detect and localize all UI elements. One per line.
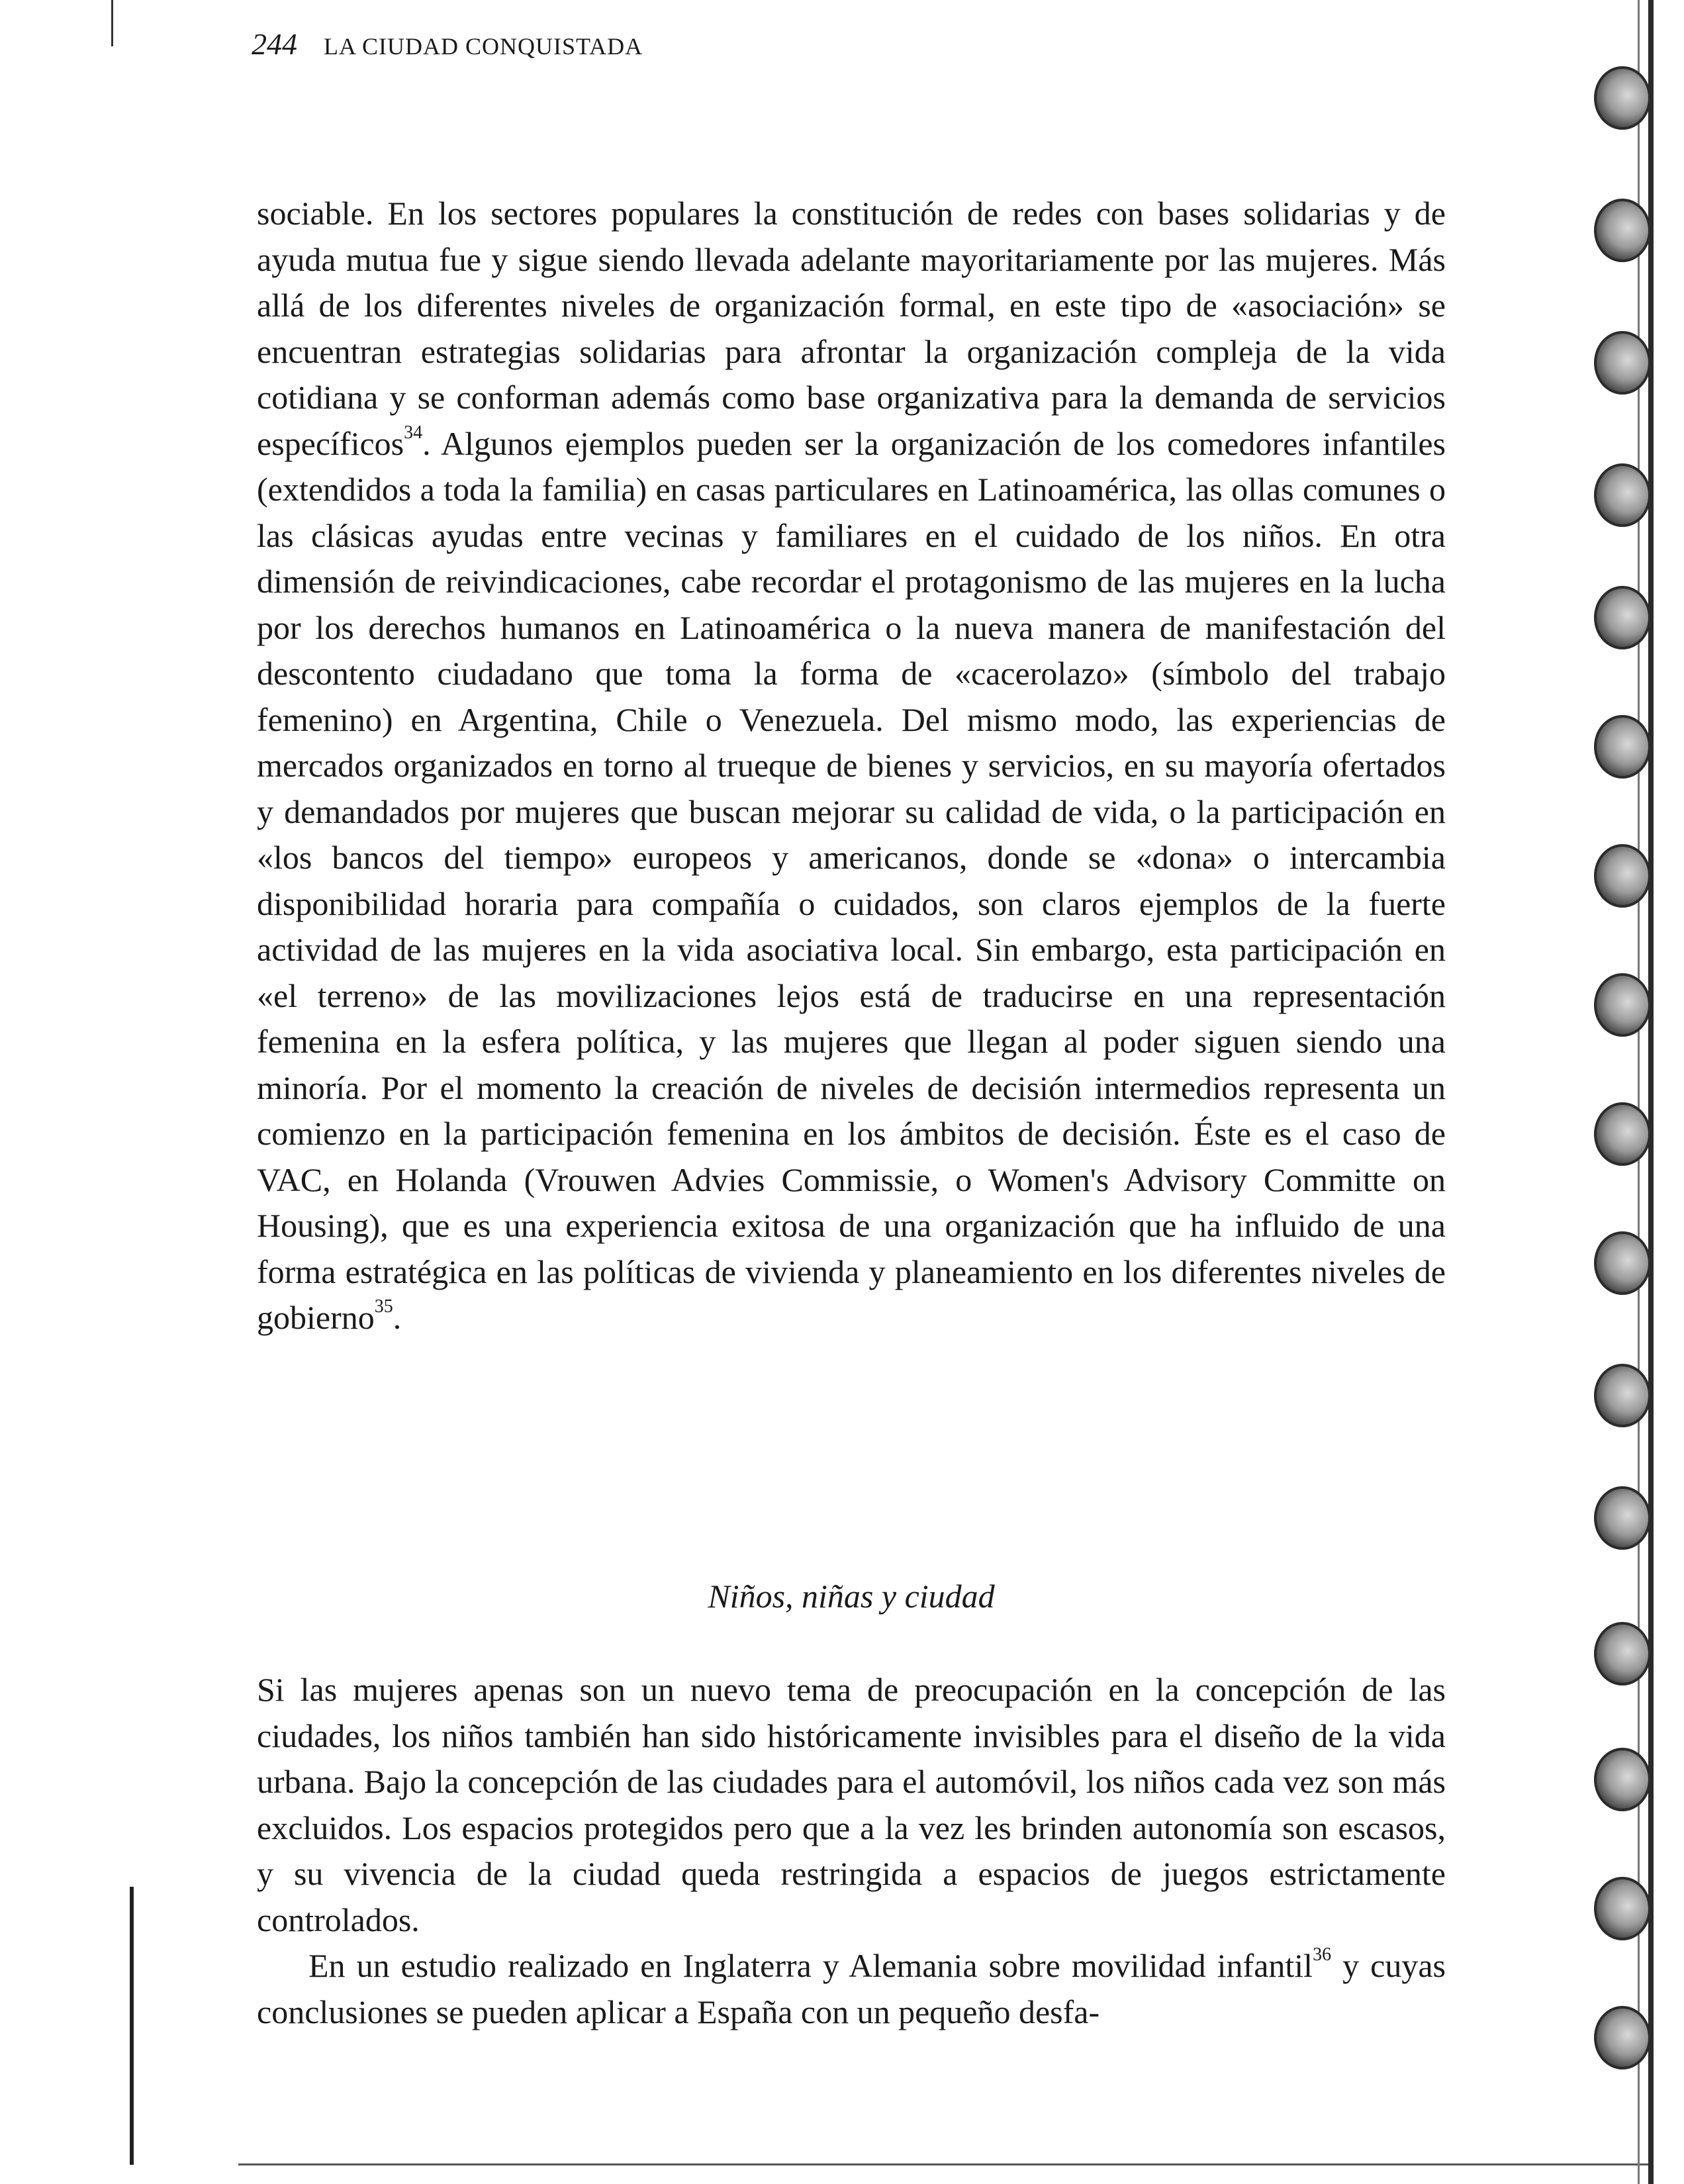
scan-edge-mark [111, 0, 113, 46]
binder-ring-icon [1594, 586, 1651, 649]
scan-bottom-edge [238, 2163, 1648, 2165]
running-head [252, 26, 643, 66]
text-block-bottom [257, 1667, 1446, 2035]
paragraph: Si las mujeres apenas son un nuevo tema de preocupación en la concepción de las ciudades, los niños también han sido históricamente invisibles para el diseño de la vida urbana. Bajo la concepción de las ciudades para el automóvil, los niños cada vez son más excluidos. Los espacios protegidos pero que a la vez les brinden autonomía son escasos, y su vivencia de la ciudad queda restringida a espacios de juegos estrictamente controlados. [257, 1671, 1446, 1938]
scan-edge-mark [130, 1887, 134, 2165]
running-title: LA CIUDAD CONQUISTADA [324, 33, 643, 60]
binding-edge [1638, 0, 1640, 2184]
section-heading: Niños, niñas y ciudad [708, 1578, 995, 1615]
page-number: 244 [252, 27, 297, 61]
binder-ring-icon [1594, 1877, 1651, 1940]
binder-ring-icon [1594, 2006, 1651, 2069]
text-block-top [257, 191, 1446, 1341]
paragraph-text: En un estudio realizado en Inglaterra y Alemania sobre movilidad infantil [308, 1947, 1313, 1984]
paragraph-text: . Algunos ejemplos pueden ser la organización de los comedores infantiles (extendidos a toda la familia) en casas particulares en Latinoamérica, las ollas comunes o las clásicas ayudas entre vecinas y familiares en el cuidado de los niños. En otra dimensión de reivindicaciones, cabe recordar el protagonismo de las mujeres en la lucha por los derechos humanos en Latinoamérica o la nueva manera de manifestación del descontento ciudadano que toma la forma de «cacerolazo» (símbolo del trabajo femenino) en Argentina, Chile o Venezuela. Del mismo modo, las experiencias de mercados organizados en torno al trueque de bienes y servicios, en su mayoría ofertados y demandados por mujeres que buscan mejorar su calidad de vida, o la participación en «los bancos del tiempo» europeos y americanos, donde se «dona» o intercambia disponibilidad horaria para compañía o cuidados, son claros ejemplos de la fuerte actividad de las mujeres en la vida asociativa local. Sin embargo, esta participación en «el terreno» de las movilizaciones lejos está de traducirse en una representación femenina en la esfera política, y las mujeres que llegan al poder siguen siendo una minoría. Por el momento la creación de niveles de decisión intermedios representa un comienzo en la participación femenina en los ámbitos de decisión. Éste es el caso de VAC, en Holanda (Vrouwen Advies Commissie, o Women's Advisory Committe on Housing), que es una experiencia exitosa de una organización que ha influido de una forma estratégica en las políticas de vivienda y planeamiento en los diferentes niveles de gobierno [257, 424, 1446, 1336]
paragraph-text: sociable. En los sectores populares la constitución de redes con bases solidarias y de ayuda mutua fue y sigue siendo llevada adelante mayoritariamente por las mujeres. Más allá de los diferentes niveles de organización formal, en este tipo de «asociación» se encuentran estrategias solidarias para afrontar la organización compleja de la vida cotidiana y se conforman además como base organizativa para la demanda de servicios específicos [257, 195, 1446, 462]
binder-ring-icon [1594, 1748, 1651, 1811]
binder-ring-icon [1594, 715, 1651, 779]
binder-ring-icon [1594, 1231, 1651, 1295]
paragraph-text: . [393, 1299, 402, 1336]
binder-ring-icon [1594, 844, 1651, 908]
footnote-ref: 36 [1313, 1944, 1332, 1965]
binder-ring-icon [1594, 1102, 1651, 1166]
binder-ring-icon [1594, 66, 1651, 130]
binding-edge [1648, 0, 1654, 2184]
binder-ring-icon [1594, 1486, 1651, 1550]
paragraph [257, 191, 1446, 1341]
footnote-ref: 34 [404, 422, 423, 443]
paragraph [257, 1943, 1446, 2035]
binder-ring-icon [1594, 973, 1651, 1037]
binder-ring-icon [1594, 199, 1651, 262]
binder-ring-icon [1594, 1622, 1651, 1685]
footnote-ref: 35 [374, 1296, 393, 1317]
binder-ring-icon [1594, 1364, 1651, 1427]
binder-ring-icon [1594, 463, 1651, 527]
binder-ring-icon [1594, 331, 1651, 395]
paragraph-text: y cuyas conclusiones se pueden aplicar a España con un pequeño desfa- [257, 1947, 1446, 2030]
